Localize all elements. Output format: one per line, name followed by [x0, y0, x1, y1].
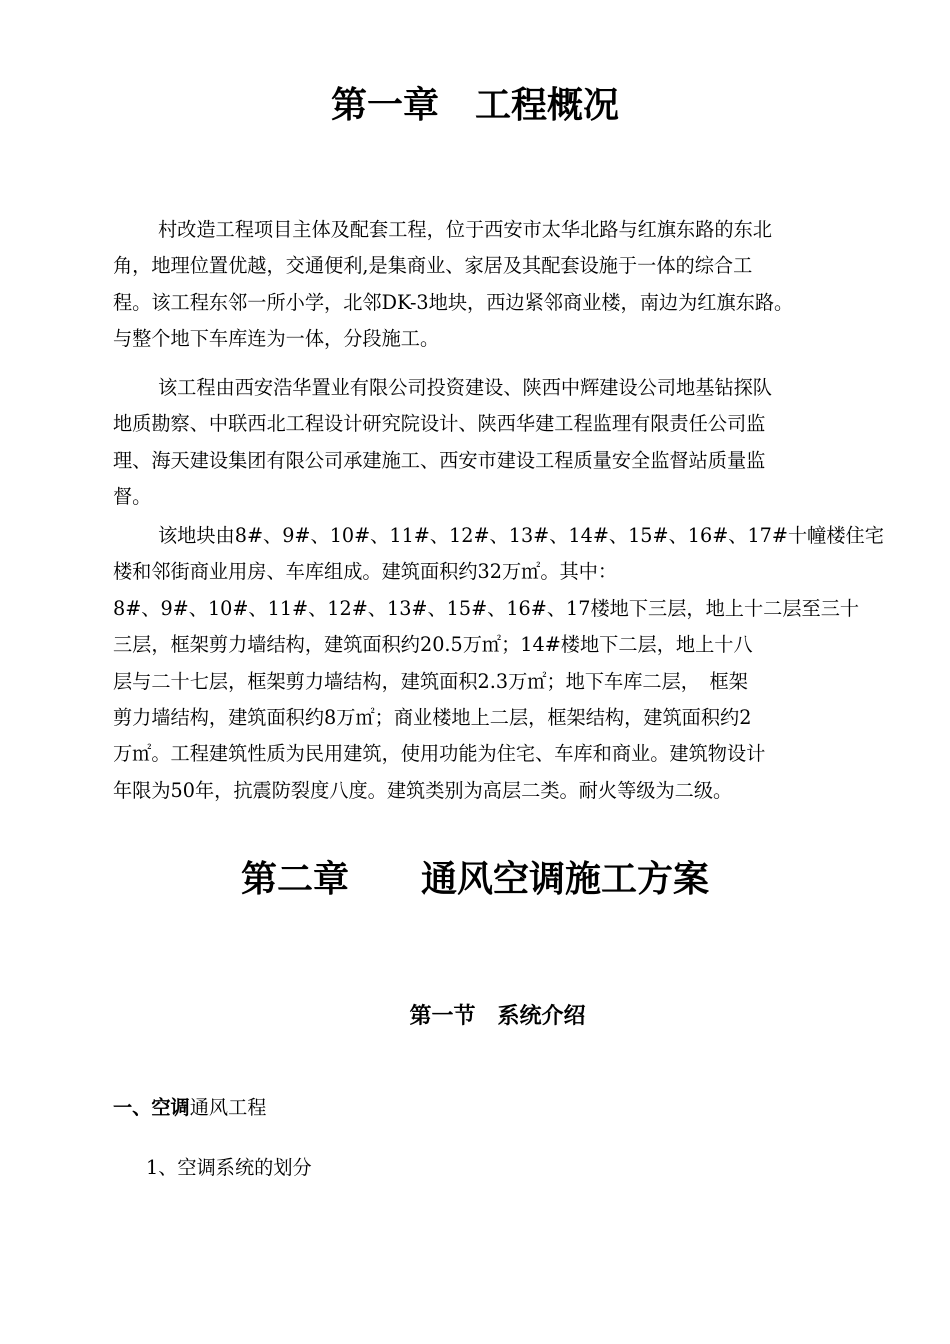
overview-paragraph-3 — [113, 518, 883, 809]
text-line: 该工程由西安浩华置业有限公司投资建设、陕西中辉建设公司地基钻探队 — [158, 376, 772, 399]
text-line: 地质勘察、中联西北工程设计研究院设计、陕西华建工程监理有限责任公司监 — [113, 412, 766, 436]
text-line: 万㎡。工程建筑性质为民用建筑，使用功能为住宅、车库和商业。建筑物设计 — [113, 742, 766, 766]
subheading-bold-part: 一、空调 — [113, 1096, 190, 1119]
text-line: 程。该工程东邻一所小学，北邻DK-3地块，西边紧邻商业楼，南边为红旗东路。 — [113, 290, 794, 314]
subheading-system-division: 1、空调系统的划分 — [146, 1156, 312, 1179]
text-line: 层与二十七层，框架剪力墙结构，建筑面积2.3万㎡；地下车库二层， 框架 — [113, 669, 748, 693]
text-line: 剪力墙结构，建筑面积约8万㎡；商业楼地上二层，框架结构，建筑面积约2 — [113, 705, 752, 729]
text-line: 该地块由8#、9#、10#、11#、12#、13#、14#、15#、16#、17#十幢楼住宅 — [158, 524, 884, 547]
overview-paragraph-1 — [113, 212, 883, 358]
subheading-normal-part: 通风工程 — [189, 1096, 267, 1119]
text-line: 楼和邻街商业用房、车库组成。建筑面积约32万㎡。其中： — [113, 560, 618, 584]
overview-paragraph-2 — [113, 370, 883, 516]
chapter-2-title: 第二章 通风空调施工方案 — [240, 859, 709, 900]
subheading-hvac-engineering — [113, 1093, 267, 1123]
section-1-title: 第一节 系统介绍 — [409, 1004, 586, 1029]
text-line: 与整个地下车库连为一体，分段施工。 — [113, 327, 440, 351]
text-line: 村改造工程项目主体及配套工程，位于西安市太华北路与红旗东路的东北 — [158, 218, 772, 241]
text-line: 督。 — [113, 485, 152, 509]
text-line: 角，地理位置优越，交通便利,是集商业、家居及其配套设施于一体的综合工 — [113, 254, 753, 278]
text-line: 三层，框架剪力墙结构，建筑面积约20.5万㎡；14#楼地下二层，地上十八 — [113, 633, 753, 657]
text-line: 8#、9#、10#、11#、12#、13#、15#、16#、17楼地下三层，地上十二层至三十 — [113, 596, 860, 620]
text-line: 理、海天建设集团有限公司承建施工、西安市建设工程质量安全监督站质量监 — [113, 448, 766, 472]
chapter-1-title: 第一章 工程概况 — [330, 85, 619, 126]
text-line: 年限为50年，抗震防裂度八度。建筑类别为高层二类。耐火等级为二级。 — [113, 778, 733, 802]
